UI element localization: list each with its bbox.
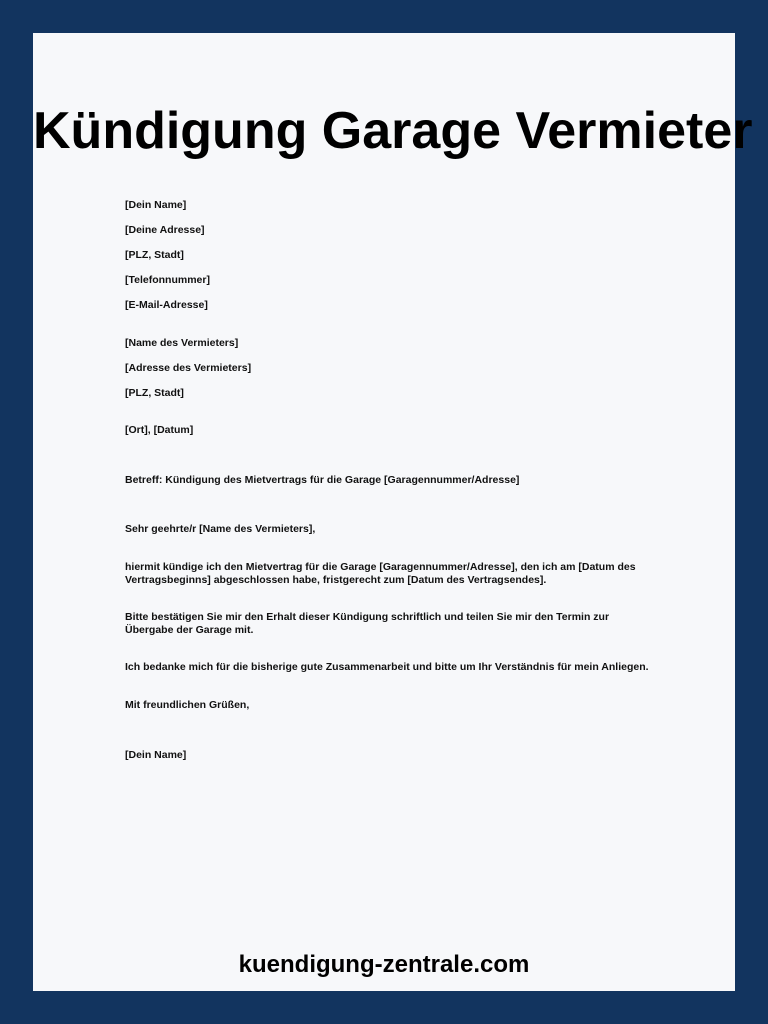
paragraph-confirmation: Bitte bestätigen Sie mir den Erhalt dieser Kündigung schriftlich und teilen Sie mir den Termin zur Übergabe der Garage mit. [125,611,610,636]
footer-website: kuendigung-zentrale.com [238,951,530,978]
sender-name: [Dein Name] [125,199,187,211]
sender-email: [E-Mail-Adresse] [125,299,208,311]
page-title: Kündigung Garage Vermieter [33,102,753,160]
salutation: Sehr geehrte/r [Name des Vermieters], [125,523,316,535]
recipient-city: [PLZ, Stadt] [125,387,184,399]
sender-city: [PLZ, Stadt] [125,249,184,261]
recipient-address: [Adresse des Vermieters] [125,362,252,374]
subject-line: Betreff: Kündigung des Mietvertrags für die Garage [Garagennummer/Adresse] [125,474,520,486]
document-sheet [33,33,753,991]
sender-phone: [Telefonnummer] [125,274,210,286]
paragraph-thanks: Ich bedanke mich für die bisherige gute Zusammenarbeit und bitte um Ihr Verständnis für mein Anliegen. [125,661,649,673]
paragraph-cancellation: hiermit kündige ich den Mietvertrag für die Garage [Garagennummer/Adresse], den ich am [Datum des Vertragsbeginns] abgeschlossen habe, fristgerecht zum [Datum des Vertragsendes]. [125,561,636,586]
signature: [Dein Name] [125,749,187,761]
sender-address: [Deine Adresse] [125,224,205,236]
closing: Mit freundlichen Grüßen, [125,699,250,711]
recipient-name: [Name des Vermieters] [125,337,239,349]
place-date: [Ort], [Datum] [125,424,194,436]
